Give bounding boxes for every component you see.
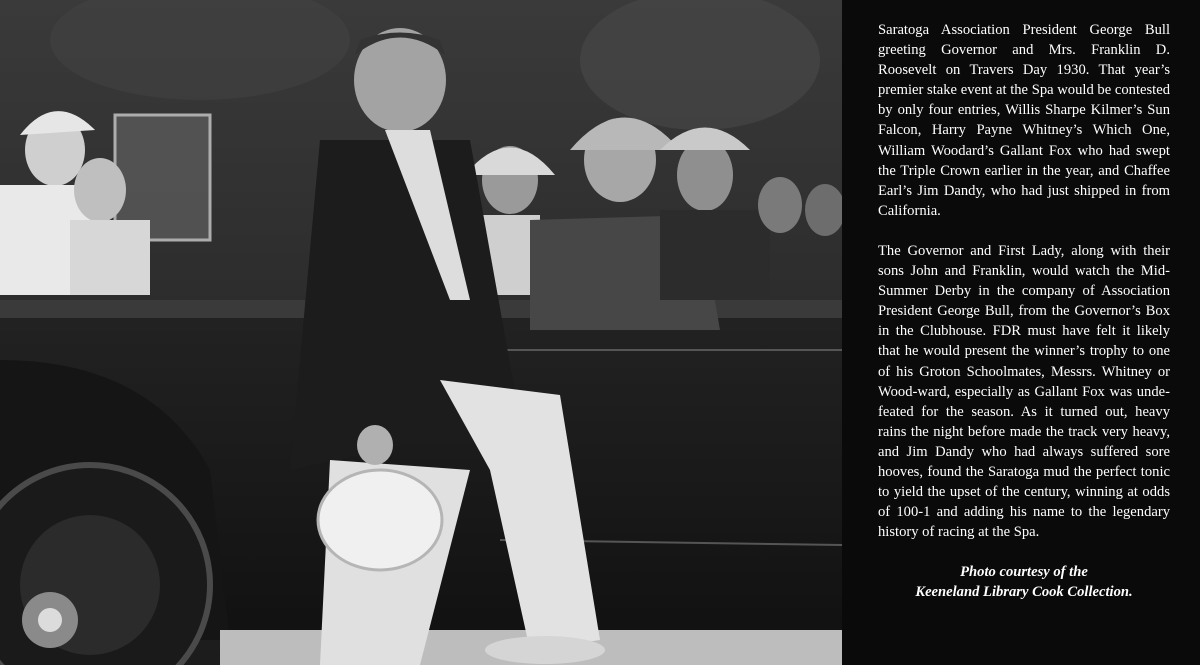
photo-credit-line-2: Keeneland Library Cook Collection. [915, 584, 1133, 601]
photo-credit-line-1: Photo courtesy of the [960, 564, 1088, 581]
caption-paragraph-1: Saratoga Association President George Bull greeting Governor and Mrs. Franklin D. Roosevelt on Travers Day 1930. That year’s premier stake event at the Spa would be contested by only four entries, Willis Sharpe Kilmer’s Sun Falcon, Harry Payne Whitney’s Which One, William Woodard’s Gallant Fox who had swept the Triple Crown earlier in the year, and Chaffee Earl’s Jim Dandy, who had just shipped in from California. [878, 22, 1170, 219]
caption-paragraph-2: The Governor and First Lady, along with their sons John and Franklin, would watch the Mid-Summer Derby in the company of Association President George Bull, from the Governor’s Box in the Clubhouse. FDR must have felt it likely that he would present the winner’s trophy to one of his Groton Schoolmates, Messrs. Whitney or Wood-ward, especially as Gallant Fox was unde-feated for the season. As it turned out, heavy rains the night before made the track very heavy, and Jim Dandy who had always suffered sore hooves, found the Saratoga mud the perfect tonic to yield the upset of the century, winning at odds of 100-1 and adding his name to the legendary history of racing at the Spa. [878, 242, 1170, 541]
caption-panel [842, 0, 1200, 665]
photo-credit [878, 562, 1170, 602]
